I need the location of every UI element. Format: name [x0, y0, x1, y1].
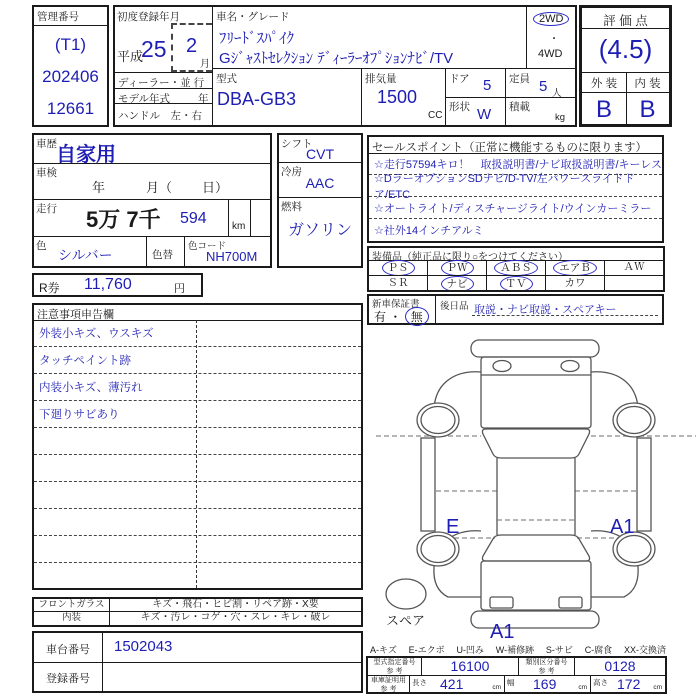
divider	[472, 315, 658, 316]
caution-row	[34, 401, 361, 428]
spec-table	[366, 656, 667, 694]
divider	[212, 68, 575, 69]
length-cell	[409, 676, 504, 692]
caution-row	[34, 374, 361, 401]
management-number-box	[32, 5, 109, 127]
warranty-label: 新車保証書	[372, 299, 420, 310]
equipment-row-1	[369, 260, 663, 275]
dealer-parallel-label: ディーラー・並 行	[118, 77, 205, 89]
color-code-label: 色コード	[188, 241, 227, 252]
spec-row-1	[368, 658, 665, 675]
equipment-cell-airbag	[545, 260, 604, 275]
color-code-value: NH700M	[206, 249, 258, 264]
divider	[34, 25, 107, 26]
sales-point-row	[369, 172, 662, 201]
sales-point-2: ☆DラーオプションSDナビ/D-TV/左パワースライドドア/ETC	[374, 172, 635, 201]
divider	[34, 163, 270, 164]
caution-title: 注意事項申告欄	[37, 309, 114, 321]
displacement-unit: CC	[428, 110, 443, 121]
damage-mark-left: E	[446, 516, 460, 538]
caution-row	[34, 482, 361, 509]
legend-item: A-キズ	[370, 645, 397, 655]
car-taillight-left	[490, 597, 513, 608]
equipment-cell-ps	[369, 260, 427, 275]
rating-score: (4.5)	[598, 34, 653, 64]
legend-item: XX-交換済	[623, 645, 666, 655]
first-registration-label: 初度登録年月	[117, 11, 180, 23]
caution-note-1: 外装小キズ、ウスキズ	[39, 328, 154, 340]
load-unit: kg	[555, 112, 566, 123]
registration-month: 2	[185, 35, 198, 57]
divider	[115, 72, 212, 73]
divider	[34, 199, 270, 200]
later-items-value: 取説・ナビ取説・スペアキー	[474, 304, 617, 316]
caution-row	[34, 347, 361, 374]
diagram-dashed-lines	[376, 436, 696, 538]
sales-point-1: ☆走行57594キロ！ 取扱説明書/ナビ取扱説明書/キーレス	[374, 158, 663, 171]
inspection-month-label: 月（	[146, 180, 173, 195]
plate-number-label: 登録番号	[46, 673, 90, 685]
divider	[279, 162, 361, 163]
chassis-number-value: 1502043	[114, 638, 173, 655]
equipment-box	[367, 246, 665, 292]
registration-month-cell	[171, 23, 212, 72]
equipment-aw: ＡＷ	[623, 261, 645, 273]
class-number-cell	[574, 658, 665, 675]
registration-year: 25	[141, 36, 167, 62]
car-wheel-front-left	[417, 403, 459, 437]
divider	[184, 236, 185, 266]
capacity-value: 5	[539, 78, 548, 95]
damage-mark-bottom: A1	[490, 621, 515, 643]
car-wheel-front-right	[613, 403, 655, 437]
displacement-label: 排気量	[365, 73, 397, 85]
divider	[505, 68, 506, 125]
exterior-grade: B	[595, 96, 612, 123]
caution-row	[34, 563, 361, 588]
front-glass-label: フロントガラス	[34, 599, 110, 611]
legend-item: W-補修跡	[495, 645, 535, 655]
car-headlamp-left	[493, 361, 511, 372]
car-front-bumper	[471, 340, 599, 357]
equipment-cell-abs	[486, 260, 545, 275]
color-change-label: 色替	[152, 249, 173, 261]
car-right-rocker	[637, 438, 651, 531]
divider	[146, 236, 147, 266]
garage-sub: 参 考	[380, 685, 397, 693]
divider	[435, 296, 436, 323]
displacement-value: 1500	[377, 87, 418, 107]
divider	[34, 662, 361, 663]
chassis-number-label: 車台番号	[46, 644, 90, 656]
warranty-yes: 有	[374, 310, 387, 324]
mileage-main: 5万 7千	[86, 207, 161, 232]
caution-note-2: タッチペイント跡	[39, 355, 131, 367]
history-label: 車歴	[36, 138, 57, 150]
recycle-ticket-box	[32, 273, 203, 297]
equipment-abs: ＡＢＳ	[494, 260, 538, 275]
drive-2wd-label: 2WD	[533, 12, 569, 26]
fuel-value: ガソリン	[287, 222, 352, 239]
ac-label: 冷房	[281, 166, 302, 178]
inspection-day-label: 日）	[202, 180, 229, 195]
month-unit-label: 月	[200, 59, 210, 70]
equipment-cell-tv	[486, 276, 545, 290]
rticket-label: R券	[39, 281, 60, 295]
type-number-sub: 参 考	[386, 667, 403, 675]
equipment-row-2	[369, 275, 663, 290]
car-roof-sides	[497, 458, 575, 535]
sales-points-title: セールスポイント（正常に機能するものに限ります）	[372, 142, 647, 154]
warranty-choice	[374, 307, 429, 326]
spec-row-2	[368, 675, 665, 692]
shape-label: 形状	[449, 101, 470, 113]
caution-note-4: 下廻りサビあり	[39, 409, 120, 421]
mileage-label: 走行	[36, 203, 57, 215]
equipment-leather: カワ	[564, 277, 586, 289]
car-left-rocker	[421, 438, 435, 531]
front-glass-options: キズ・飛石・ヒビ割・リペア跡・X要	[152, 599, 319, 610]
car-windshield	[482, 429, 589, 458]
era-label: 平成	[117, 49, 144, 64]
damage-legend	[370, 643, 666, 656]
drive-4wd-label: 4WD	[538, 48, 563, 60]
rticket-unit: 円	[174, 283, 185, 295]
equipment-airbag: エアＢ	[553, 260, 597, 275]
sales-point-row	[369, 219, 662, 241]
class-number-value: 0128	[604, 658, 636, 674]
capacity-unit: 人	[552, 88, 562, 99]
divider	[115, 103, 212, 104]
caution-row	[34, 428, 361, 455]
capacity-label: 定員	[509, 73, 530, 85]
type-number-cell	[421, 658, 518, 675]
damage-mark-right: A1	[610, 516, 635, 538]
history-box	[32, 133, 272, 268]
rating-box	[579, 5, 672, 127]
fuel-label: 燃料	[281, 201, 302, 213]
chassis-box	[32, 631, 363, 693]
length-value: 421	[440, 676, 464, 692]
equipment-cell-empty	[604, 276, 663, 290]
equipment-sr: ＳＲ	[387, 277, 409, 289]
model-code-value: DBA-GB3	[217, 89, 297, 109]
width-unit: cm	[578, 684, 587, 691]
management-number-line1: (T1)	[54, 35, 87, 54]
caution-row	[34, 536, 361, 563]
legend-item: C-腐食	[584, 645, 613, 655]
car-rear-hatch	[481, 561, 591, 610]
mileage-rest: 594	[180, 210, 207, 227]
car-taillight-right	[559, 597, 582, 608]
length-unit: cm	[492, 684, 501, 691]
handle-label: ハンドル 左・右	[118, 110, 202, 122]
management-number-label: 管理番号	[37, 11, 79, 23]
management-number-line2: 202406	[42, 67, 99, 86]
height-unit: cm	[653, 684, 662, 691]
divider	[526, 7, 527, 68]
class-number-label: 類別区分番号	[525, 659, 568, 666]
car-headlamp-right	[561, 361, 579, 372]
garage-header	[368, 676, 409, 692]
caution-row	[34, 455, 361, 482]
management-number-line3: 12661	[46, 99, 95, 118]
inspection-year-label: 年	[92, 180, 106, 195]
divider	[582, 92, 669, 93]
equipment-cell-pw	[427, 260, 486, 275]
length-label: 長さ	[412, 678, 427, 687]
equipment-tv: ＴＶ	[500, 276, 533, 290]
equipment-cell-leather	[545, 276, 604, 290]
legend-item: U-凹み	[456, 645, 484, 655]
sales-point-3: ☆オートライト/ディスチャージライト/ウインカーミラー	[374, 202, 652, 215]
door-label: ドア	[449, 73, 470, 85]
shift-value: CVT	[306, 146, 334, 162]
car-name-line1: ﾌﾘｰﾄﾞｽﾊﾟｲｸ	[219, 30, 295, 47]
sales-point-row	[369, 197, 662, 219]
divider	[361, 68, 362, 125]
rticket-value: 11,760	[84, 276, 132, 293]
width-cell	[504, 676, 590, 692]
divider	[34, 236, 270, 237]
type-number-value: 16100	[450, 658, 490, 674]
type-number-label: 型式指定番号	[373, 659, 416, 666]
caution-note-3: 内装小キズ、薄汚れ	[39, 382, 143, 394]
history-value: 自家用	[56, 144, 116, 166]
garage-label: 車庫証明用	[371, 677, 406, 684]
model-year-unit: 年	[198, 93, 209, 105]
color-value: シルバー	[58, 247, 113, 263]
drive-dot: ・	[549, 34, 559, 45]
inspection-label: 車検	[36, 167, 57, 179]
car-name-line2: Gｼﾞｬｽﾄｾﾚｸｼｮﾝ ﾃﾞｨｰﾗｰｵﾌﾟｼｮﾝﾅﾋﾞ/TV	[219, 50, 454, 67]
rating-title: 評 価 点	[603, 14, 648, 28]
warranty-no: 無	[405, 307, 429, 326]
interior-condition-row	[34, 612, 361, 625]
front-glass-row	[34, 599, 361, 612]
glass-condition-box	[32, 597, 363, 627]
car-hood	[481, 357, 591, 428]
door-value: 5	[483, 77, 492, 94]
car-rear-window	[482, 535, 589, 561]
shape-value: W	[477, 106, 492, 123]
divider	[115, 88, 212, 89]
type-number-header	[368, 658, 421, 675]
shift-label: シフト	[281, 138, 313, 150]
exterior-label: 外 装	[590, 78, 618, 90]
load-label: 積載	[509, 101, 530, 113]
class-number-header	[518, 658, 574, 675]
equipment-ps: ＰＳ	[382, 260, 415, 275]
color-label: 色	[36, 240, 47, 252]
spare-label: スペア	[386, 613, 426, 628]
divider	[582, 28, 669, 29]
legend-item: E-エクボ	[408, 645, 445, 655]
height-value: 172	[617, 676, 641, 692]
vehicle-info-box	[113, 5, 577, 127]
model-code-label: 型式	[216, 73, 237, 85]
equipment-title: 装備品（純正品に限り○をつけてください）	[372, 252, 569, 263]
caution-row	[34, 509, 361, 536]
equipment-navi: ナビ	[441, 276, 474, 290]
divider	[212, 7, 213, 125]
equipment-cell-navi	[427, 276, 486, 290]
class-number-sub: 参 考	[538, 667, 555, 675]
divider	[250, 199, 251, 236]
spare-tire	[386, 579, 426, 609]
interior-condition-label: 内装	[34, 612, 110, 625]
drive-2wd-badge	[533, 12, 569, 26]
sales-points-box	[367, 135, 664, 243]
car-damage-diagram	[368, 328, 700, 643]
interior-condition-options: キズ・汚レ・コゲ・穴・スレ・キレ・破レ	[140, 612, 331, 623]
equipment-pw: ＰＷ	[441, 260, 474, 275]
height-cell	[590, 676, 665, 692]
interior-label: 内 装	[634, 78, 661, 90]
equipment-cell-aw	[604, 260, 663, 275]
divider	[279, 197, 361, 198]
mileage-unit: km	[232, 221, 246, 232]
sales-point-4: ☆社外14インチアルミ	[374, 225, 484, 237]
height-label: 高さ	[593, 678, 608, 687]
caution-row	[34, 320, 361, 347]
warranty-box	[367, 294, 664, 325]
drivetrain-box	[277, 133, 363, 268]
car-name-label: 車名・グレード	[216, 11, 290, 23]
width-value: 169	[533, 676, 557, 692]
warranty-dot: ・	[389, 310, 402, 324]
later-items-label: 後日品	[440, 301, 469, 312]
legend-item: S-サビ	[545, 645, 573, 655]
ac-value: AAC	[305, 175, 335, 191]
divider	[228, 199, 229, 236]
caution-box	[32, 303, 363, 590]
interior-grade: B	[639, 96, 656, 123]
model-year-label: モデル年式	[118, 93, 170, 105]
width-label: 幅	[507, 678, 515, 687]
equipment-cell-sr	[369, 276, 427, 290]
